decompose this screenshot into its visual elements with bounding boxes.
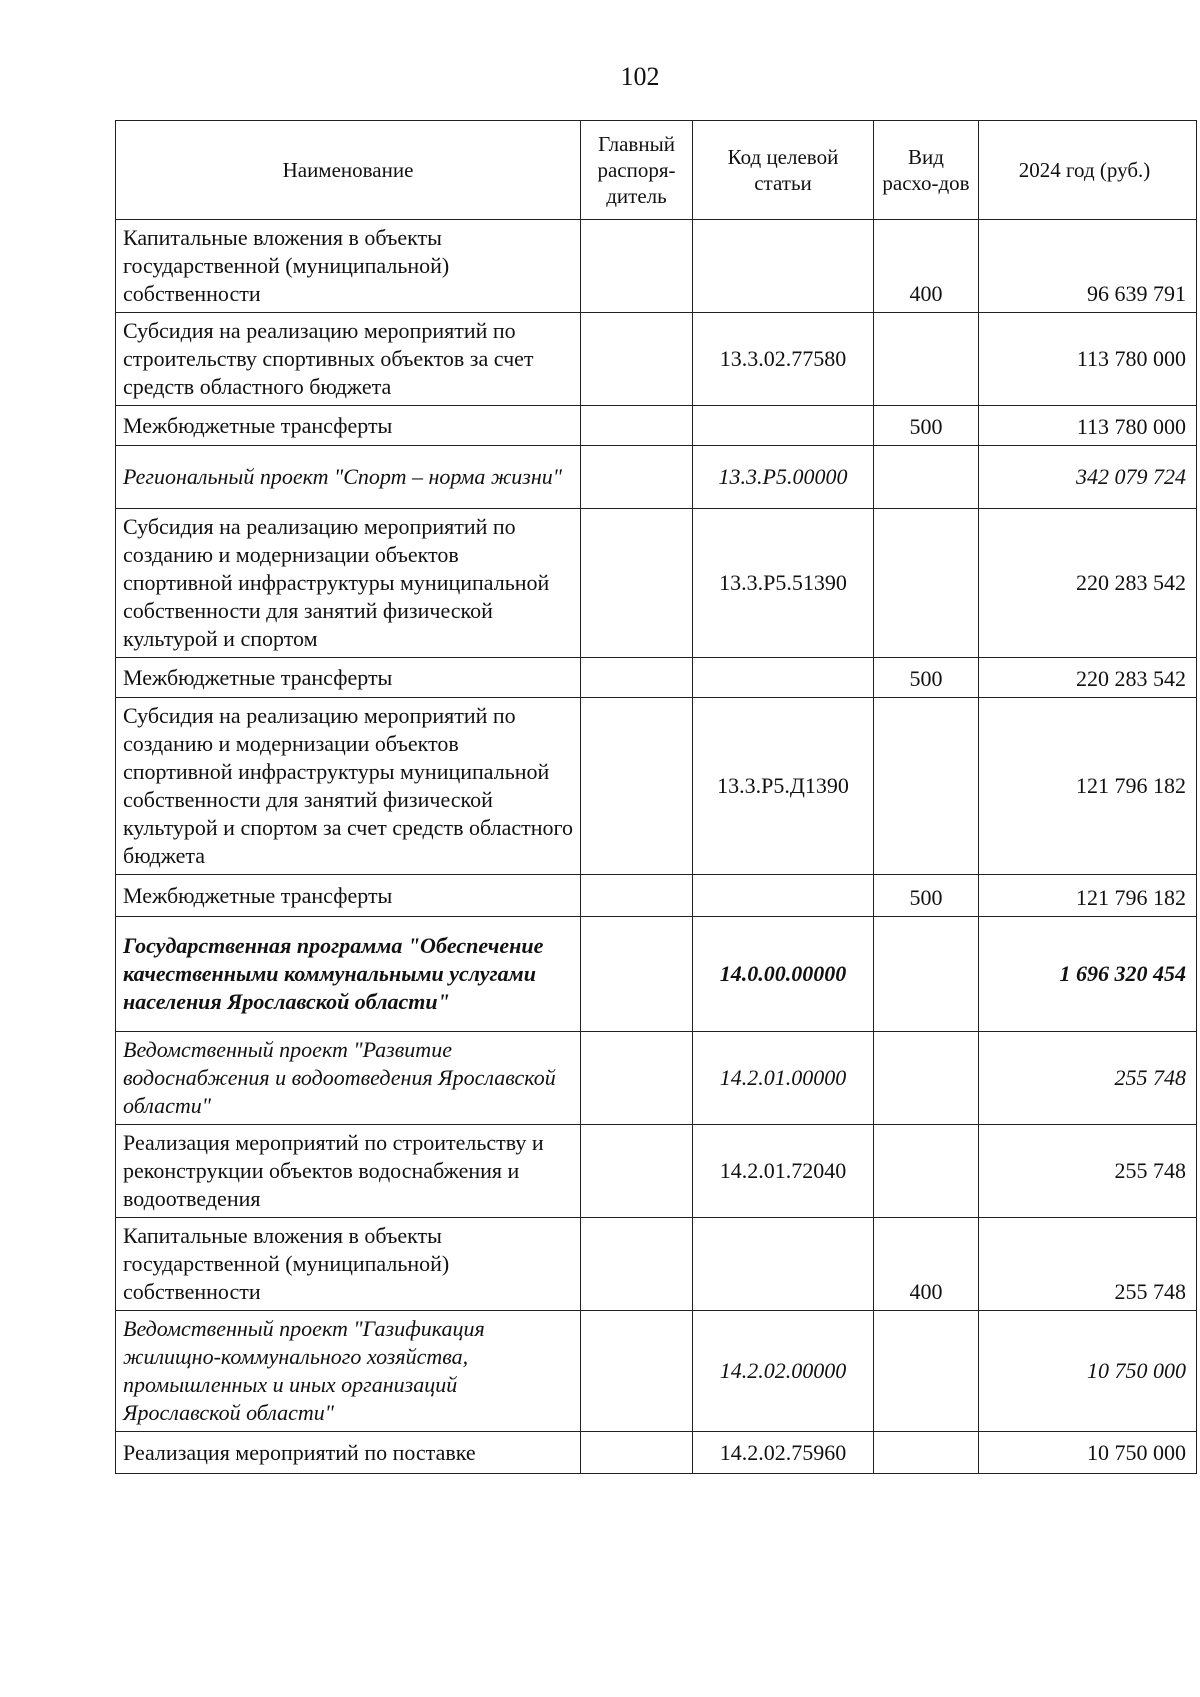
cell-name: Субсидия на реализацию мероприятий по созданию и модернизации объектов спортивной инфраструктуры муниципальной собственности для занятий физической культурой и спортом за счет средств областного бюджета	[116, 698, 581, 875]
cell-expense-type: 500	[874, 875, 979, 917]
table-header-row	[116, 121, 1197, 220]
cell-year-sum: 255 748	[979, 1218, 1197, 1311]
cell-expense-type: 400	[874, 220, 979, 313]
cell-target-code: 13.3.02.77580	[693, 313, 874, 406]
table-row	[116, 917, 1197, 1032]
cell-main-manager	[581, 509, 693, 658]
header-expense-type: Вид расхо-дов	[874, 121, 979, 220]
table-row	[116, 1432, 1197, 1474]
cell-name: Капитальные вложения в объекты государственной (муниципальной) собственности	[116, 220, 581, 313]
cell-main-manager	[581, 917, 693, 1032]
cell-target-code: 14.0.00.00000	[693, 917, 874, 1032]
cell-main-manager	[581, 1125, 693, 1218]
cell-name: Субсидия на реализацию мероприятий по созданию и модернизации объектов спортивной инфраструктуры муниципальной собственности для занятий физической культурой и спортом	[116, 509, 581, 658]
cell-year-sum: 10 750 000	[979, 1311, 1197, 1432]
cell-name: Межбюджетные трансферты	[116, 875, 581, 917]
cell-year-sum: 255 748	[979, 1125, 1197, 1218]
table-row	[116, 698, 1197, 875]
cell-year-sum: 255 748	[979, 1032, 1197, 1125]
cell-expense-type	[874, 446, 979, 509]
cell-name: Ведомственный проект "Развитие водоснабжения и водоотведения Ярославской области"	[116, 1032, 581, 1125]
cell-main-manager	[581, 220, 693, 313]
cell-year-sum: 113 780 000	[979, 406, 1197, 446]
cell-expense-type	[874, 1311, 979, 1432]
cell-year-sum: 342 079 724	[979, 446, 1197, 509]
cell-main-manager	[581, 698, 693, 875]
table-row	[116, 1218, 1197, 1311]
cell-target-code: 14.2.01.00000	[693, 1032, 874, 1125]
cell-name: Региональный проект "Спорт – норма жизни"	[116, 446, 581, 509]
header-target-code: Код целевой статьи	[693, 121, 874, 220]
budget-table	[115, 120, 1197, 1474]
page-number: 102	[620, 62, 660, 91]
cell-expense-type	[874, 313, 979, 406]
table-row	[116, 875, 1197, 917]
cell-year-sum: 121 796 182	[979, 698, 1197, 875]
table-row	[116, 1125, 1197, 1218]
cell-year-sum: 10 750 000	[979, 1432, 1197, 1474]
cell-name: Реализация мероприятий по строительству и реконструкции объектов водоснабжения и водоотведения	[116, 1125, 581, 1218]
cell-target-code	[693, 658, 874, 698]
cell-expense-type	[874, 509, 979, 658]
cell-target-code: 14.2.02.00000	[693, 1311, 874, 1432]
cell-main-manager	[581, 875, 693, 917]
cell-expense-type	[874, 917, 979, 1032]
cell-name: Межбюджетные трансферты	[116, 658, 581, 698]
cell-year-sum: 220 283 542	[979, 509, 1197, 658]
cell-year-sum: 96 639 791	[979, 220, 1197, 313]
cell-expense-type	[874, 1032, 979, 1125]
cell-name: Ведомственный проект "Газификация жилищно-коммунального хозяйства, промышленных и иных организаций Ярославской области"	[116, 1311, 581, 1432]
cell-main-manager	[581, 1432, 693, 1474]
header-year-sum: 2024 год (руб.)	[979, 121, 1197, 220]
table-row	[116, 220, 1197, 313]
cell-target-code: 13.3.P5.00000	[693, 446, 874, 509]
cell-main-manager	[581, 313, 693, 406]
cell-target-code: 13.3.P5.51390	[693, 509, 874, 658]
table-row	[116, 446, 1197, 509]
cell-name: Реализация мероприятий по поставке	[116, 1432, 581, 1474]
table-row	[116, 509, 1197, 658]
cell-expense-type	[874, 698, 979, 875]
cell-year-sum: 1 696 320 454	[979, 917, 1197, 1032]
cell-main-manager	[581, 406, 693, 446]
cell-main-manager	[581, 1311, 693, 1432]
cell-expense-type	[874, 1432, 979, 1474]
table-row	[116, 1311, 1197, 1432]
cell-main-manager	[581, 1218, 693, 1311]
cell-target-code	[693, 875, 874, 917]
cell-target-code	[693, 1218, 874, 1311]
cell-target-code: 14.2.02.75960	[693, 1432, 874, 1474]
table-row	[116, 406, 1197, 446]
header-main-manager: Главный распоря-дитель	[581, 121, 693, 220]
cell-main-manager	[581, 1032, 693, 1125]
cell-main-manager	[581, 446, 693, 509]
cell-year-sum: 121 796 182	[979, 875, 1197, 917]
table-row	[116, 313, 1197, 406]
cell-target-code: 13.3.P5.Д1390	[693, 698, 874, 875]
cell-expense-type: 400	[874, 1218, 979, 1311]
cell-target-code	[693, 406, 874, 446]
cell-expense-type: 500	[874, 406, 979, 446]
cell-main-manager	[581, 658, 693, 698]
cell-expense-type: 500	[874, 658, 979, 698]
cell-target-code	[693, 220, 874, 313]
table-row	[116, 658, 1197, 698]
cell-name: Субсидия на реализацию мероприятий по строительству спортивных объектов за счет средств областного бюджета	[116, 313, 581, 406]
cell-target-code: 14.2.01.72040	[693, 1125, 874, 1218]
cell-expense-type	[874, 1125, 979, 1218]
cell-year-sum: 113 780 000	[979, 313, 1197, 406]
cell-name: Государственная программа "Обеспечение качественными коммунальными услугами населения Ярославской области"	[116, 917, 581, 1032]
cell-year-sum: 220 283 542	[979, 658, 1197, 698]
cell-name: Капитальные вложения в объекты государственной (муниципальной) собственности	[116, 1218, 581, 1311]
cell-name: Межбюджетные трансферты	[116, 406, 581, 446]
header-name: Наименование	[116, 121, 581, 220]
table-row	[116, 1032, 1197, 1125]
